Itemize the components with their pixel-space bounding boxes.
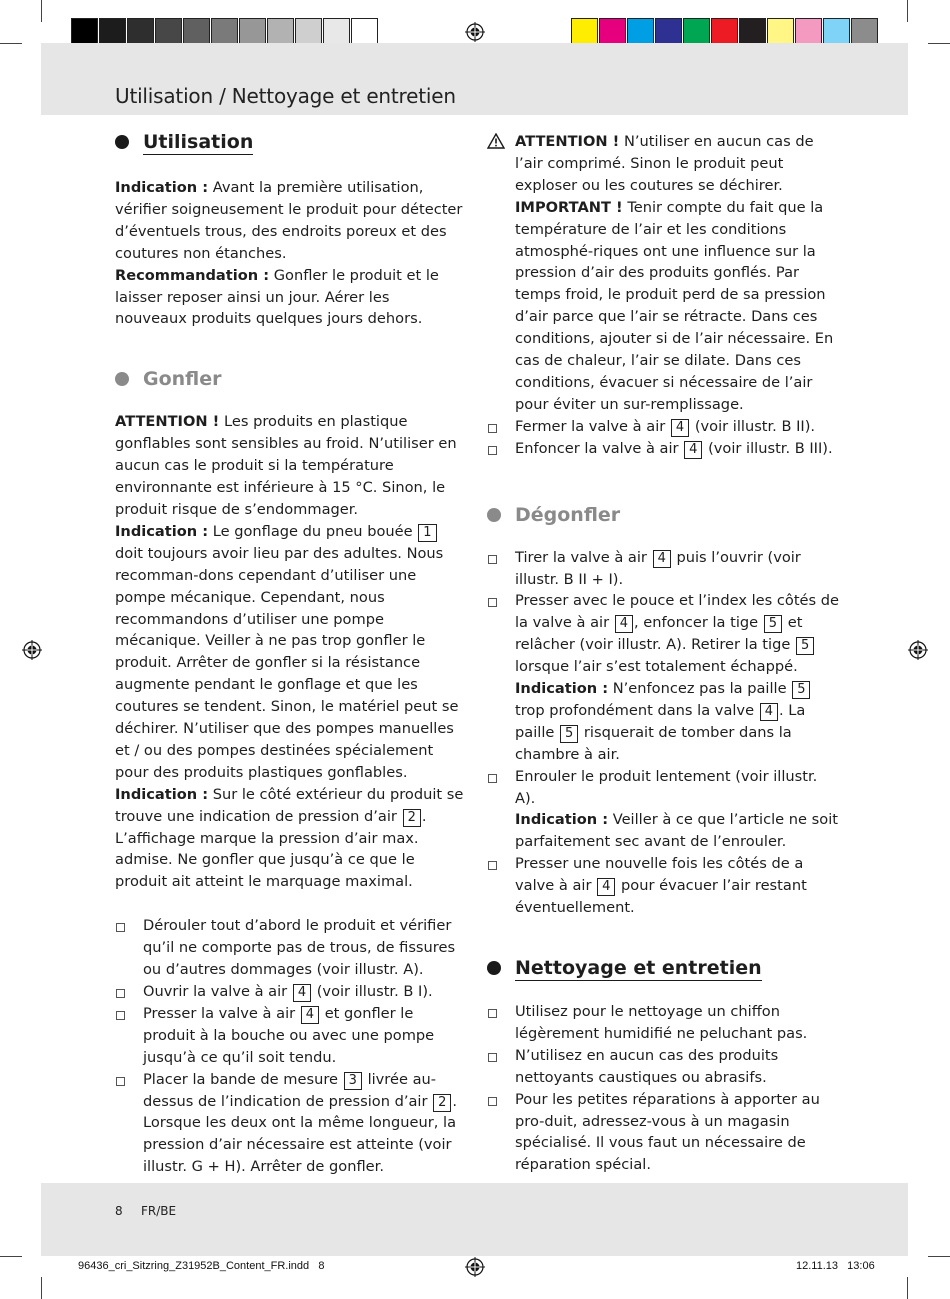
list-item: Pour les petites réparations à apporter au pro-duit, adressez-vous à un magasin spécialisé. Il vous faut un nécessaire de réparation spécial.: [487, 1089, 839, 1177]
color-swatch: [851, 18, 878, 46]
slug-file-info: 96436_cri_Sitzring_Z31952B_Content_FR.indd 8: [78, 1260, 325, 1272]
color-swatch: [295, 18, 322, 46]
color-swatch: [711, 18, 738, 46]
color-swatch: [767, 18, 794, 46]
color-swatch: [323, 18, 350, 46]
registration-mark-icon: [465, 22, 485, 42]
color-swatch: [127, 18, 154, 46]
list-item: Placer la bande de mesure 3 livrée au-dessus de l’indication de pression d’air 2 . Lorsque les deux ont la même longueur, la pression d’air nécessaire est atteinte (voir illustr. G + H). Arrêter de gonfler.: [115, 1069, 465, 1179]
page-title: Utilisation / Nettoyage et entretien: [115, 84, 456, 108]
color-swatch: [655, 18, 682, 46]
list-item: Fermer la valve à air 4 (voir illustr. B II).: [487, 416, 839, 438]
color-swatch: [239, 18, 266, 46]
crop-mark: [928, 1256, 950, 1257]
bullet-dot-icon: [487, 961, 501, 975]
color-swatch: [627, 18, 654, 46]
color-swatch: [267, 18, 294, 46]
color-swatch: [99, 18, 126, 46]
bullet-dot-icon: [487, 508, 501, 522]
list-item: Presser une nouvelle fois les côtés de a valve à air 4 pour évacuer l’air restant éventuellement.: [487, 853, 839, 919]
section-heading-nettoyage: Nettoyage et entretien: [487, 955, 839, 981]
left-column: [115, 129, 465, 1178]
paragraph: Indication : Le gonflage du pneu bouée 1 doit toujours avoir lieu par des adultes. Nous recomman-dons cependant d’utiliser une pompe mécanique. Cependant, nous recommandons d’utiliser une pompe mécanique. Veiller à ne pas trop gonfler le produit. Arrêter de gonfler si la résistance augmente pendant le gonflage et que les coutures se tendent. Sinon, le matériel peut se déchirer. N’utiliser que des pompes manuelles et / ou des pompes destinées spécialement pour des produits plastiques gonflables.: [115, 522, 459, 781]
section-heading-utilisation: Utilisation: [115, 129, 465, 155]
list-item: Utilisez pour le nettoyage un chiffon légèrement humidifié ne peluchant pas.: [487, 1001, 839, 1045]
paragraph: Indication : Avant la première utilisation, vérifier soigneusement le produit pour détecter d’éventuels trous, des endroits poreux et des coutures non étanches.: [115, 179, 463, 262]
color-swatch: [571, 18, 598, 46]
color-swatch: [351, 18, 378, 46]
color-swatch: [739, 18, 766, 46]
step-list: [487, 416, 839, 460]
language-code: FR/BE: [141, 1204, 177, 1218]
warning-triangle-icon: [487, 133, 505, 149]
cleaning-list: [487, 1001, 839, 1176]
color-swatch: [599, 18, 626, 46]
list-item: Enrouler le produit lentement (voir illustr. A). Indication : Veiller à ce que l’article ne soit parfaitement sec avant de l’enrouler.: [487, 766, 839, 854]
registration-mark-icon: [22, 640, 42, 660]
step-list: [487, 547, 839, 919]
list-item: Dérouler tout d’abord le produit et vérifier qu’il ne comporte pas de trous, de fissures ou d’autres dommages (voir illustr. A).: [115, 915, 465, 981]
crop-mark: [907, 1277, 908, 1299]
crop-mark: [928, 43, 950, 44]
paragraph: Recommandation : Gonfler le produit et le laisser reposer ainsi un jour. Aérer les nouveaux produits quelques jours dehors.: [115, 266, 439, 328]
color-swatch: [211, 18, 238, 46]
registration-mark-icon: [908, 640, 928, 660]
list-item: N’utilisez en aucun cas des produits nettoyants caustiques ou abrasifs.: [487, 1045, 839, 1089]
list-item: Ouvrir la valve à air 4 (voir illustr. B I).: [115, 981, 465, 1003]
color-swatch: [823, 18, 850, 46]
list-item: Presser avec le pouce et l’index les côtés de la valve à air 4 , enfoncer la tige 5 et relâcher (voir illustr. A). Retirer la tige 5 lorsque l’air s’est totalement échappé. Indication : N’enfoncez pas la paille 5 trop profondément dans la valve 4 . La paille 5 risquerait de tomber dans la chambre à air.: [487, 590, 839, 765]
registration-mark-icon: [465, 1257, 485, 1277]
crop-mark: [41, 1277, 42, 1299]
bullet-dot-icon: [115, 135, 129, 149]
bullet-dot-icon: [115, 372, 129, 386]
list-item: Enfoncer la valve à air 4 (voir illustr. B III).: [487, 438, 839, 460]
slug-date: 12.11.13 13:06: [796, 1260, 875, 1272]
color-swatch: [183, 18, 210, 46]
paragraph: Indication : Sur le côté extérieur du produit se trouve une indication de pression d’air 2 . L’affichage marque la pression d’air max. admise. Ne gonfler que jusqu’à ce que le produit ait atteint le marquage maximal.: [115, 785, 464, 891]
color-swatch: [683, 18, 710, 46]
step-list: [115, 915, 465, 1178]
color-swatch: [155, 18, 182, 46]
page-number: 8: [115, 1204, 123, 1218]
crop-mark: [0, 43, 22, 44]
section-heading-degonfler: Dégonfler: [487, 502, 839, 528]
footer-band: [41, 1183, 908, 1256]
list-item: Presser la valve à air 4 et gonfler le produit à la bouche ou avec une pompe jusqu’à ce qu’il soit tendu.: [115, 1003, 465, 1069]
section-heading-gonfler: Gonfler: [115, 366, 465, 392]
color-swatch: [795, 18, 822, 46]
attention-block: ATTENTION ! N’utiliser en aucun cas de l’air comprimé. Sinon le produit peut exploser ou les coutures se déchirer. IMPORTANT ! Tenir compte du fait que la température de l’air et les conditions atmosphé-riques ont une influence sur la pression d’air des produits gonflés. Par temps froid, le produit perd de sa pression d’air parce que l’air se rétracte. Dans ces conditions, ajouter si de l’air nécessaire. En cas de chaleur, l’air se dilate. Dans ces conditions, évacuer si nécessaire de l’air pour éviter un sur-remplissage.: [487, 131, 839, 416]
right-column: [487, 131, 839, 1176]
color-swatch: [71, 18, 98, 46]
crop-mark: [0, 1256, 22, 1257]
paragraph: ATTENTION ! Les produits en plastique gonflables sont sensibles au froid. N’utiliser en aucun cas le produit si la température environnante est inférieure à 15 °C. Sinon, le produit risque de s’endommager.: [115, 413, 457, 518]
list-item: Tirer la valve à air 4 puis l’ouvrir (voir illustr. B II + I).: [487, 547, 839, 591]
crop-mark: [907, 0, 908, 22]
crop-mark: [41, 0, 42, 22]
